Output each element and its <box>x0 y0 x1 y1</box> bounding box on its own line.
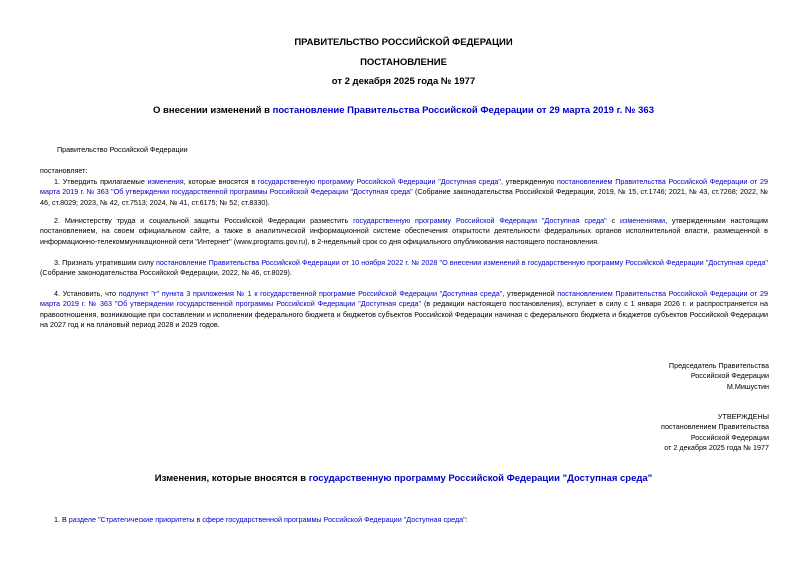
p2-text-2: с <box>606 216 621 225</box>
signer-name: М.Мишустин <box>726 381 769 391</box>
p1-text-3: , утвержденную <box>500 177 558 186</box>
program-link[interactable]: государственную программу Российской Федерации "Доступная среда" <box>353 216 607 225</box>
approval-line-2: постановлением Правительства <box>661 422 769 432</box>
program-title-link[interactable]: государственную программу Российской Федерации "Доступная среда" <box>308 473 653 484</box>
document-type-heading: ПОСТАНОВЛЕНИЕ <box>360 57 447 68</box>
paragraph-3 <box>40 258 768 279</box>
p3-text-1: 3. Признать утратившим силу <box>54 258 156 267</box>
document-title-prefix: О внесении изменений в <box>153 105 273 116</box>
issuer-text: Правительство Российской Федерации <box>57 145 188 154</box>
item-1 <box>40 515 768 525</box>
subitem-g-link[interactable]: подпункт "г" пункта 3 приложения № 1 к государственной программе Российской Федерации "Доступная среда" <box>118 289 503 298</box>
p4-text-2: , утвержденной <box>502 289 558 298</box>
item1-text-2: : <box>465 515 468 524</box>
item1-text-1: 1. В <box>54 515 69 524</box>
decree-363-link[interactable]: постановление Правительства Российской Федерации от 29 марта 2019 г. № 363 <box>272 105 654 116</box>
decree-363-reference-link[interactable]: постановлением Правительства Российской Федерации от 29 марта 2019 г. № 363 "Об утверждении государственной программы Российской Федерации "Доступная среда" <box>40 177 769 197</box>
p1-text-4: (Собрание законодательства Российской Федерации, 2019, № 15, ст.1746; 2021, № 43, ст.7268; 2022, № 46, ст.8029; 2023, № 42, ст.7513; 2024, № 41, ст.6175; № 52, ст.8330). <box>40 187 768 207</box>
approval-line-1: УТВЕРЖДЕНЫ <box>717 412 769 421</box>
paragraph-2 <box>40 216 768 247</box>
changes-link[interactable]: изменениями <box>620 216 666 225</box>
approval-line-3: Российской Федерации <box>690 432 769 442</box>
p2-text-3: , утвержденными настоящим постановлением, на своем официальном сайте, а также в аналитической информационной системе обеспечения открытости деятельности федеральных органов исполнительной власти, размещенной в информационно-телекоммуникационной сети "Интернет" (www.programs.gov.ru), в 2-недельный срок со дня официального опубликования настоящего постановления. <box>40 216 768 246</box>
approval-line-4: от 2 декабря 2025 года № 1977 <box>664 443 769 453</box>
government-heading: ПРАВИТЕЛЬСТВО РОССИЙСКОЙ ФЕДЕРАЦИИ <box>294 37 513 48</box>
approval-block <box>661 412 769 454</box>
p4-text-3: (в редакции настоящего постановления), вступает в силу с 1 января 2026 г. и распространяется на правоотношения, возникающие при составлении и исполнении федерального бюджета и бюджетов субъектов Российской Федерации начиная с федерального бюджета и бюджетов субъектов Российской Федерации на 2027 год и на плановый период 2028 и 2029 годов. <box>40 299 768 330</box>
strategic-priorities-section-link[interactable]: разделе "Стратегические приоритеты в сфере государственной программы Российской Федерации "Доступная среда" <box>68 515 466 524</box>
p4-text-1: 4. Установить, что <box>54 289 119 298</box>
paragraph-1 <box>40 177 768 208</box>
signer-position-line-2: Российской Федерации <box>690 371 769 381</box>
changes-title <box>0 473 807 484</box>
p1-text-2: , которые вносятся в <box>183 177 258 186</box>
decree-363-reference-link[interactable]: постановлением Правительства Российской Федерации от 29 марта 2019 г. № 363 "Об утверждении государственной программы Российской Федерации "Доступная среда" <box>40 289 769 309</box>
decree-2028-link[interactable]: постановление Правительства Российской Федерации от 10 ноября 2022 г. № 2028 "О внесении изменений в государственную программу Российской Федерации "Доступная среда" <box>155 258 768 267</box>
p2-text-1: 2. Министерству труда и социальной защиты Российской Федерации разместить <box>54 216 354 225</box>
p3-text-2: (Собрание законодательства Российской Федерации, 2022, № 46, ст.8029). <box>40 268 292 278</box>
p1-text-1: 1. Утвердить прилагаемые <box>54 177 148 186</box>
signature-block <box>669 361 769 392</box>
resolves-text: постановляет: <box>40 166 88 175</box>
changes-title-prefix: Изменения, которые вносятся в <box>154 473 309 484</box>
program-link[interactable]: государственную программу Российской Федерации "Доступная среда" <box>257 177 501 186</box>
document-title <box>0 105 807 116</box>
document-date-number: от 2 декабря 2025 года № 1977 <box>331 76 476 87</box>
changes-link[interactable]: изменения <box>147 177 184 186</box>
signer-position-line-1: Председатель Правительства <box>668 361 769 370</box>
paragraph-4 <box>40 289 768 331</box>
